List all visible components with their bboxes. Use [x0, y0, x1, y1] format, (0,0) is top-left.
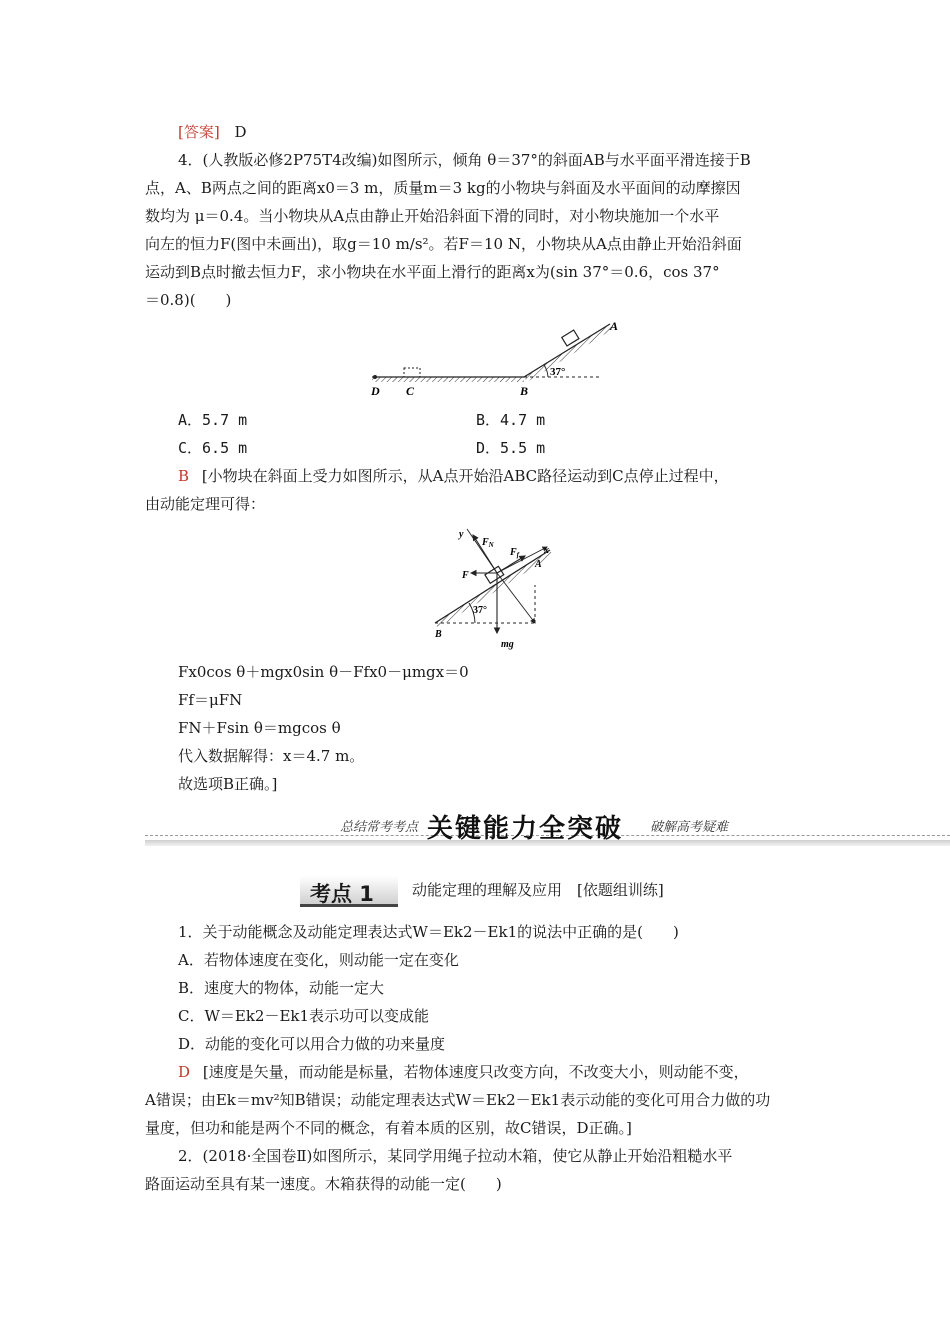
force-diagram	[425, 525, 565, 655]
q4-solution-line-1	[178, 466, 729, 486]
label-f: F	[462, 570, 469, 581]
q4-line-1: 4．(人教版必修2P75T4改编)如图所示，倾角 θ＝37°的斜面AB与水平面平滑连接于B	[178, 151, 751, 169]
q1-solution-line-3: 量度，但功和能是两个不同的概念，有着本质的区别，故C错误，D正确。]	[145, 1119, 632, 1137]
label-ff: $F_f$	[510, 547, 520, 559]
label-y: y	[459, 529, 464, 540]
label-d: D	[371, 384, 380, 398]
angle-label: 37°	[550, 366, 566, 378]
q1-option-b: B．速度大的物体，动能一定大	[178, 979, 385, 997]
banner-right-text: 破解高考疑难	[650, 820, 729, 835]
normal-component-arrow	[497, 573, 535, 623]
label-fn: $F_N$	[482, 537, 494, 549]
banner-title: 关键能力全突破	[427, 814, 624, 844]
banner-left-text: 总结常考考点	[340, 820, 419, 835]
q1-solution-letter: D	[178, 1063, 191, 1081]
answer-label: [答案]	[178, 123, 220, 141]
block	[562, 330, 579, 346]
q4-option-d: D．5.5 m	[476, 439, 546, 457]
section-banner	[145, 808, 950, 848]
dashed-block	[404, 368, 420, 377]
q1-option-d: D．动能的变化可以用合力做的功来量度	[178, 1035, 446, 1053]
q4-option-a: A．5.7 m	[178, 411, 248, 429]
kaodian-badge	[300, 876, 398, 907]
label-a-2: A	[535, 559, 542, 570]
y-axis-line	[467, 529, 497, 573]
label-b: B	[520, 384, 529, 398]
q1-solution-line-2: A错误；由Ek＝mv²知B错误；动能定理表达式W＝Ek2－Ek1表示动能的变化可用合力做的功	[145, 1091, 771, 1109]
q4-line-4: 向左的恒力F(图中未画出)，取g＝10 m/s²。若F＝10 N，小物块从A点由静止开始沿斜面	[145, 235, 742, 253]
q4-option-b: B．4.7 m	[476, 411, 546, 429]
equation-2: Ff＝μFN	[178, 691, 243, 709]
q2-line-1: 2．(2018·全国卷Ⅱ)如图所示，某同学用绳子拉动木箱，使它从静止开始沿粗糙水平	[178, 1147, 733, 1165]
q1-stem: 1．关于动能概念及动能定理表达式W＝Ek2－Ek1的说法中正确的是( )	[178, 923, 679, 941]
kaodian-label: 考点 1	[310, 882, 374, 906]
q1-option-a: A．若物体速度在变化，则动能一定在变化	[178, 951, 459, 969]
q4-solution-letter: B	[178, 467, 190, 485]
label-a: A	[610, 319, 619, 333]
kaodian-title: 动能定理的理解及应用 [依题组训练]	[412, 881, 664, 899]
q4-solution-line-2: 由动能定理可得：	[145, 495, 266, 513]
label-b-2: B	[435, 629, 442, 640]
result-line: 代入数据解得：x＝4.7 m。	[178, 747, 365, 765]
q1-option-c: C．W＝Ek2－Ek1表示功可以变成能	[178, 1007, 430, 1025]
label-x: x	[544, 545, 549, 556]
conclusion-line: 故选项B正确。]	[178, 775, 278, 793]
equation-1: Fx0cos θ＋mgx0sin θ－Ffx0－μmgx＝0	[178, 663, 469, 681]
label-c: C	[406, 384, 415, 398]
q1-solution-line-1	[178, 1062, 749, 1082]
answer-value: D	[234, 123, 247, 141]
point-d	[373, 375, 377, 379]
q4-solution-text: [小物块在斜面上受力如图所示，从A点开始沿ABC路径运动到C点停止过程中，	[201, 467, 729, 485]
ground-hatch	[372, 377, 524, 382]
q2-line-2: 路面运动至具有某一速度。木箱获得的动能一定( )	[145, 1175, 502, 1193]
q4-option-c: C．6.5 m	[178, 439, 248, 457]
answer-line	[178, 122, 247, 142]
label-mg: mg	[501, 639, 514, 650]
equation-3: FN＋Fsin θ＝mgcos θ	[178, 719, 341, 737]
angle-label-2: 37°	[473, 605, 487, 616]
q4-line-5: 运动到B点时撤去恒力F，求小物块在水平面上滑行的距离x为(sin 37°＝0.6，cos 37°	[145, 263, 720, 281]
q4-line-2: 点，A、B两点之间的距离x0＝3 m，质量m＝3 kg的小物块与斜面及水平面间的动摩擦因	[145, 179, 741, 197]
incline-figure	[360, 318, 630, 404]
q4-line-6: ＝0.8)( )	[145, 291, 232, 309]
q4-line-3: 数均为 μ＝0.4。当小物块从A点由静止开始沿斜面下滑的同时，对小物块施加一个水平	[145, 207, 720, 225]
q1-solution-text: [速度是矢量，而动能是标量，若物体速度只改变方向，不改变大小，则动能不变，	[202, 1063, 749, 1081]
